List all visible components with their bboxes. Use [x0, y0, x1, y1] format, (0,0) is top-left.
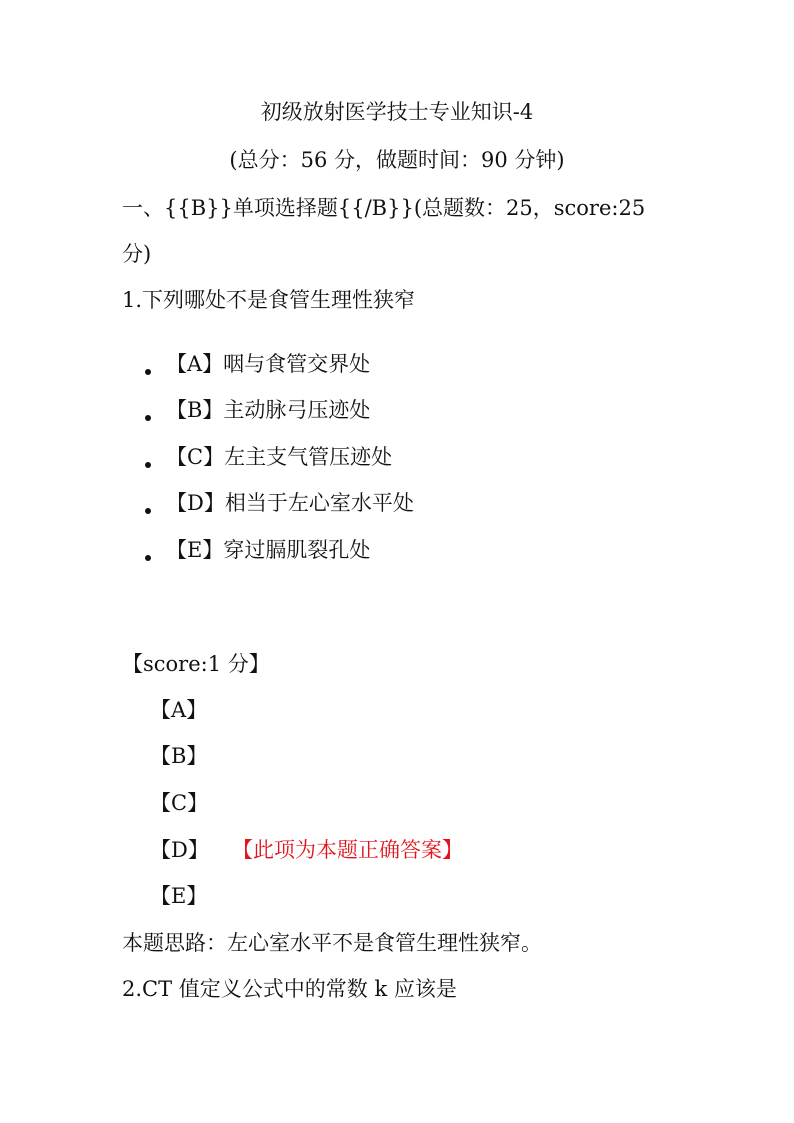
- question-1-option-a: 【A】咽与食管交界处: [166, 352, 371, 376]
- bullet-icon: [145, 555, 151, 561]
- answer-b: 【B】: [150, 744, 208, 768]
- answer-e: 【E】: [150, 884, 208, 908]
- question-1-option-d: 【D】相当于左心室水平处: [166, 491, 414, 515]
- question-2-stem: 2.CT 值定义公式中的常数 k 应该是: [122, 977, 457, 1001]
- document-subtitle: (总分：56 分，做题时间：90 分钟): [229, 148, 565, 172]
- answer-d: 【D】: [150, 838, 209, 862]
- document-title: 初级放射医学技士专业知识-4: [260, 100, 534, 124]
- section-heading: 一、{{B}}单项选择题{{/B}}(总题数：25，score:25: [122, 196, 646, 220]
- question-1-option-b: 【B】主动脉弓压迹处: [166, 398, 371, 422]
- bullet-icon: [145, 508, 151, 514]
- question-1-option-c: 【C】左主支气管压迹处: [166, 445, 393, 469]
- answer-a: 【A】: [150, 698, 208, 722]
- bullet-icon: [145, 462, 151, 468]
- bullet-icon: [145, 369, 151, 375]
- answer-c: 【C】: [150, 791, 209, 815]
- question-1-stem: 1.下列哪处不是食管生理性狭窄: [122, 288, 416, 312]
- question-1-option-e: 【E】穿过膈肌裂孔处: [166, 538, 371, 562]
- question-1-explanation: 本题思路：左心室水平不是食管生理性狭窄。: [122, 931, 542, 955]
- question-1-score: 【score:1 分】: [122, 652, 270, 676]
- bullet-icon: [145, 415, 151, 421]
- correct-answer-note: 【此项为本题正确答案】: [232, 838, 463, 862]
- section-heading-cont: 分): [122, 242, 152, 266]
